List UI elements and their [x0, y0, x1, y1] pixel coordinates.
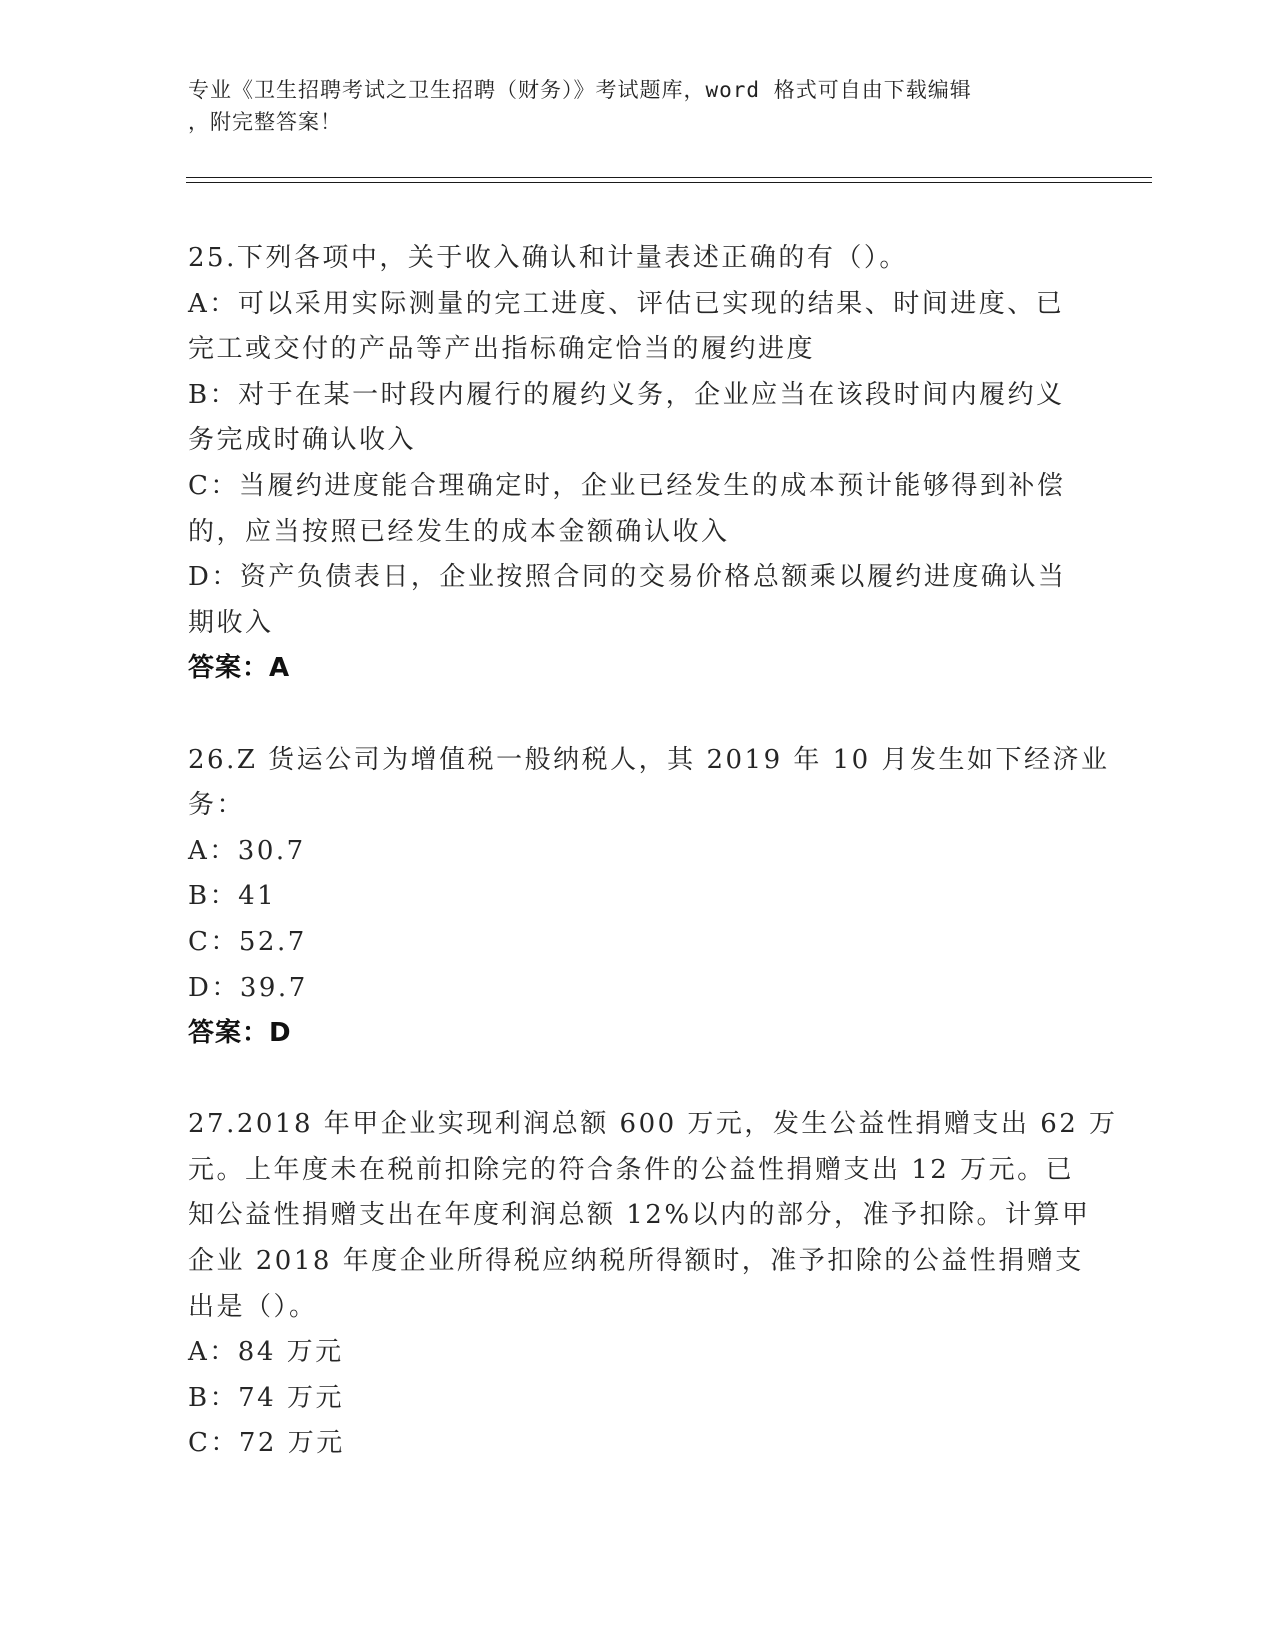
option-d: D：资产负债表日，企业按照合同的交易价格总额乘以履约进度确认当 [188, 562, 1067, 593]
question-stem-cont: 出是（）。 [188, 1291, 318, 1322]
header-divider [186, 177, 1152, 178]
option-a: A：84 万元 [188, 1337, 344, 1368]
question-26 [188, 738, 1110, 1057]
option-b: B：74 万元 [188, 1382, 344, 1413]
question-stem-cont: 元。上年度未在税前扣除完的符合条件的公益性捐赠支出 12 万元。已 [188, 1154, 1075, 1185]
option-d: D：39.7 [188, 972, 308, 1003]
question-stem: 26.Z 货运公司为增值税一般纳税人，其 2019 年 10 月发生如下经济业 [188, 744, 1110, 775]
option-d-cont: 期收入 [188, 607, 274, 638]
option-b: B：对于在某一时段内履行的履约义务，企业应当在该段时间内履约义 [188, 379, 1065, 410]
option-c: C：当履约进度能合理确定时，企业已经发生的成本预计能够得到补偿 [188, 470, 1066, 501]
question-stem: 27.2018 年甲企业实现利润总额 600 万元，发生公益性捐赠支出 62 万 [188, 1109, 1118, 1140]
option-b: B：41 [188, 881, 277, 912]
header-line: ，附完整答案！ [188, 110, 342, 134]
answer-label: 答案：A [188, 653, 291, 684]
option-a-cont: 完工或交付的产品等产出指标确定恰当的履约进度 [188, 334, 816, 365]
question-stem-cont: 务： [188, 790, 246, 821]
header-note [188, 74, 1088, 138]
header-line: 专业《卫生招聘考试之卫生招聘（财务）》考试题库，word 格式可自由下载编辑 [188, 78, 972, 102]
spacer [188, 692, 1088, 738]
question-27 [188, 1102, 1118, 1467]
question-list [188, 236, 1118, 1467]
question-25 [188, 236, 1088, 692]
option-c: C：72 万元 [188, 1428, 345, 1459]
question-stem: 25.下列各项中，关于收入确认和计量表述正确的有（）。 [188, 243, 908, 273]
question-stem-cont: 企业 2018 年度企业所得税应纳税所得额时，准予扣除的公益性捐赠支 [188, 1246, 1084, 1277]
option-b-cont: 务完成时确认收入 [188, 425, 417, 456]
option-c: C：52.7 [188, 926, 307, 957]
option-c-cont: 的，应当按照已经发生的成本金额确认收入 [188, 516, 730, 547]
option-a: A：可以采用实际测量的完工进度、评估已实现的结果、时间进度、已 [188, 288, 1065, 319]
question-stem-cont: 知公益性捐赠支出在年度利润总额 12%以内的部分，准予扣除。计算甲 [188, 1200, 1091, 1231]
option-a: A：30.7 [188, 835, 306, 866]
answer-label: 答案：D [188, 1018, 292, 1049]
spacer [188, 1057, 1088, 1103]
header-divider [186, 182, 1152, 183]
